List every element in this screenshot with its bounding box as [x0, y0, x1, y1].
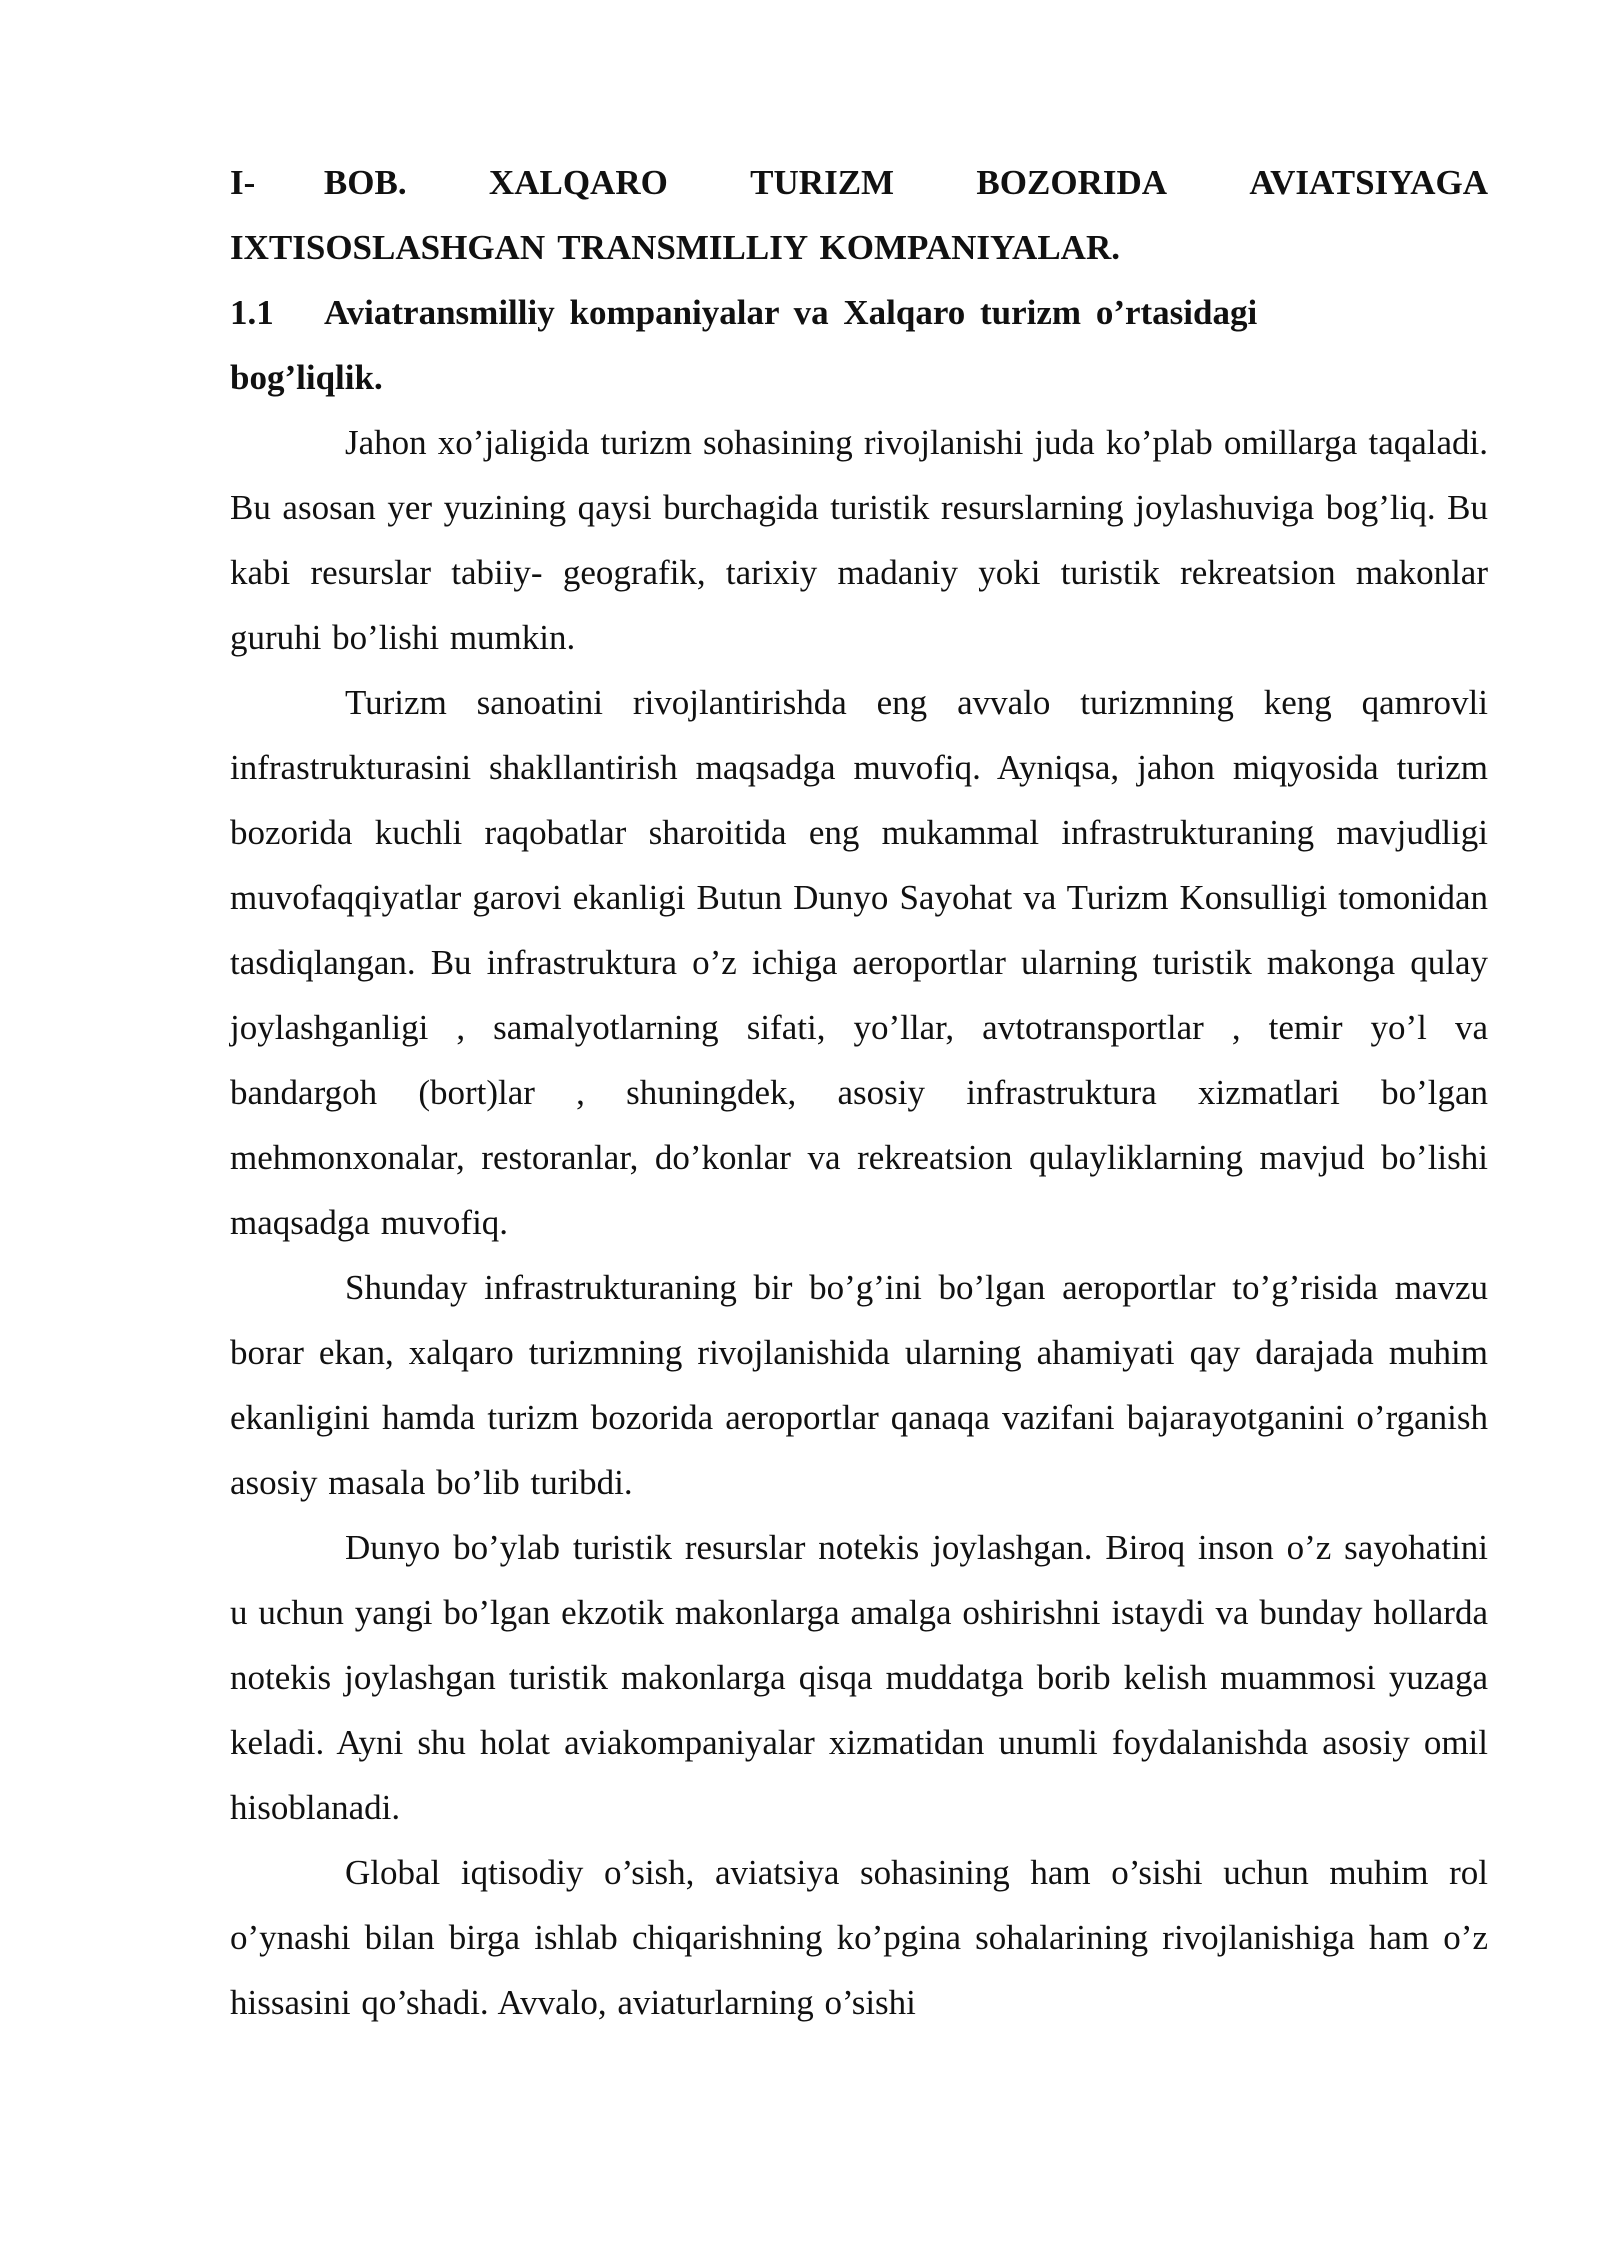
- section-number: 1.1: [230, 293, 274, 332]
- section-title: Aviatransmilliy kompaniyalar va Xalqaro turizm o’rtasidagi bog’liqlik.: [230, 293, 1258, 397]
- paragraph-4: Dunyo bo’ylab turistik resurslar notekis joylashgan. Biroq inson o’z sayohatini u uchun yangi bo’lgan ekzotik makonlarga amalga oshirishni istaydi va bunday hollarda notekis joylashgan turistik makonlarga qisqa muddatga borib kelish muammosi yuzaga keladi. Ayni shu holat aviakompaniyalar xizmatidan unumli foydalanishda asosiy omil hisoblanadi.: [230, 1528, 1488, 1827]
- paragraph-2: Turizm sanoatini rivojlantirishda eng avvalo turizmning keng qamrovli infrastrukturasini shakllantirish maqsadga muvofiq. Ayniqsa, jahon miqyosida turizm bozorida kuchli raqobatlar sharoitida eng mukammal infrastrukturaning mavjudligi muvofaqqiyatlar garovi ekanligi Butun Dunyo Sayohat va Turizm Konsulligi tomonidan tasdiqlangan. Bu infrastruktura o’z ichiga aeroportlar ularning turistik makonga qulay joylashganligi , samalyotlarning sifati, yo’llar, avtotransportlar , temir yo’l va bandargoh (bort)lar , shuningdek, asosiy infrastruktura xizmatlari bo’lgan mehmonxonalar, restoranlar, do’konlar va rekreatsion qulayliklarning mavjud bo’lishi maqsadga muvofiq.: [230, 683, 1488, 1242]
- chapter-heading: I- BOB. XALQARO TURIZM BOZORIDA AVIATSIYAGA IXTISOSLASHGAN TRANSMILLIY KOMPANIYALAR.: [230, 163, 1488, 267]
- paragraph-3: Shunday infrastrukturaning bir bo’g’ini bo’lgan aeroportlar to’g’risida mavzu borar ekan, xalqaro turizmning rivojlanishida ularning ahamiyati qay darajada muhim ekanligini hamda turizm bozorida aeroportlar qanaqa vazifani bajarayotganini o’rganish asosiy masala bo’lib turibdi.: [230, 1268, 1488, 1502]
- section-heading: [230, 280, 1488, 410]
- paragraph-5: Global iqtisodiy o’sish, aviatsiya sohasining ham o’sishi uchun muhim rol o’ynashi bilan birga ishlab chiqarishning ko’pgina sohalarining rivojlanishiga ham o’z hissasini qo’shadi. Avvalo, aviaturlarning o’sishi: [230, 1853, 1488, 2022]
- document-body: [230, 150, 1488, 2035]
- paragraph-1: Jahon xo’jaligida turizm sohasining rivojlanishi juda ko’plab omillarga taqaladi. Bu asosan yer yuzining qaysi burchagida turistik resurslarning joylashuviga bog’liq. Bu kabi resurslar tabiiy- geografik, tarixiy madaniy yoki turistik rekreatsion makonlar guruhi bo’lishi mumkin.: [230, 423, 1488, 657]
